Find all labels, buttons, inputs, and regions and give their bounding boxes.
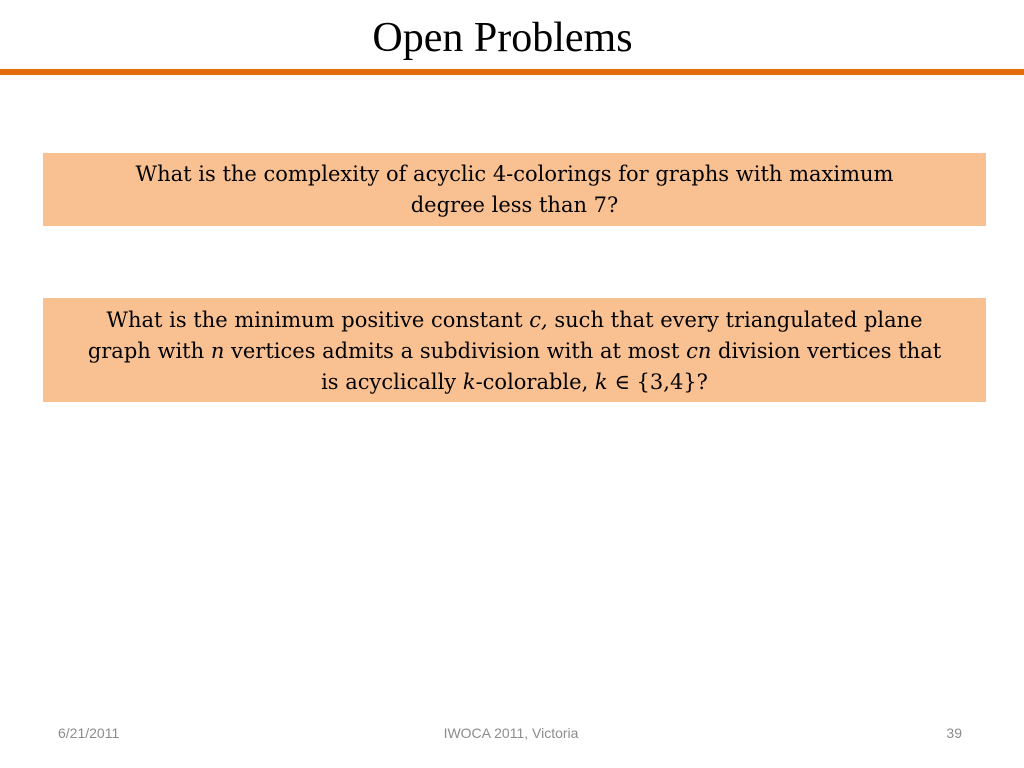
title-underline xyxy=(0,69,1024,75)
problem-1-line-1: What is the complexity of acyclic 4-colorings for graphs with maximum xyxy=(135,162,894,186)
problem-2-text: What is the minimum positive constant xyxy=(106,308,530,332)
problem-2-line-3 xyxy=(83,367,946,398)
footer-page-number: 39 xyxy=(946,725,962,741)
slide-title: Open Problems xyxy=(372,15,633,61)
variable-k: k xyxy=(462,370,476,394)
open-problem-box-1 xyxy=(43,153,986,226)
constant-c: c, xyxy=(529,308,548,332)
problem-2-text: graph with xyxy=(87,339,211,363)
problem-2-text: such that every triangulated plane xyxy=(547,308,923,332)
problem-2-text: is acyclically xyxy=(321,370,463,394)
footer-conference-text: IWOCA 2011, Victoria xyxy=(443,725,579,741)
problem-2-line-1 xyxy=(83,305,946,336)
problem-2-text: vertices admits a subdivision with at most xyxy=(224,339,687,363)
expression-cn: cn xyxy=(686,339,712,363)
open-problem-box-2 xyxy=(43,298,986,402)
footer-date: 6/21/2011 xyxy=(58,725,120,741)
footer-conference xyxy=(0,724,1024,742)
problem-2-text: ∈ {3,4}? xyxy=(607,370,708,394)
problem-2-text: -colorable, xyxy=(475,370,595,394)
problem-2-text: division vertices that xyxy=(711,339,942,363)
variable-n: n xyxy=(210,339,225,363)
problem-2-line-2 xyxy=(83,336,946,367)
problem-1-line-2: degree less than 7? xyxy=(410,193,619,217)
variable-k: k xyxy=(594,370,608,394)
